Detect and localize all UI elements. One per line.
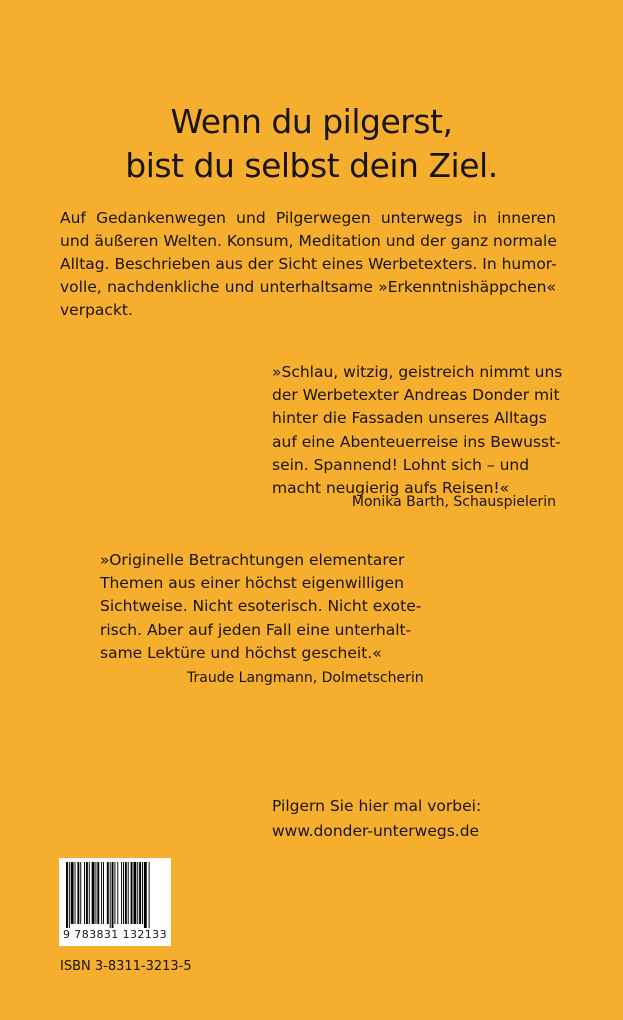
barcode-bar (77, 862, 79, 924)
intro-line: verpackt. (60, 301, 133, 319)
quote-line: Themen aus einer höchst eigenwilligen (100, 574, 404, 593)
quote-line: der Werbetexter Andreas Donder mit (272, 386, 560, 405)
barcode-bar (149, 862, 150, 928)
barcode-bar (75, 862, 76, 924)
quote-attribution: Traude Langmann, Dolmetscherin (187, 670, 424, 686)
quote-line: hinter die Fassaden unseres Alltags (272, 409, 547, 428)
intro-line: und äußeren Welten. Konsum, Meditation und der ganz normale (60, 232, 557, 250)
isbn-number: ISBN 3-8311-3213-5 (60, 959, 192, 974)
barcode-bar (89, 862, 90, 924)
headline-line-1: Wenn du pilgerst, (170, 102, 453, 141)
barcode-digits: 9 783831 132133 (63, 928, 167, 941)
barcode-bar (84, 862, 85, 924)
barcode-bar (66, 862, 68, 928)
headline-line-2: bist du selbst dein Ziel. (125, 146, 498, 185)
barcode-bar (139, 862, 141, 924)
barcode (59, 858, 171, 946)
barcode-bar (123, 862, 124, 924)
barcode-bar (142, 862, 143, 924)
website-link[interactable]: www.donder-unterwegs.de (272, 822, 480, 840)
barcode-bar (133, 862, 136, 924)
barcode-bar (121, 862, 122, 924)
website-promo (272, 794, 481, 844)
barcode-bar (125, 862, 127, 924)
barcode-bar (137, 862, 138, 924)
quote-line: »Schlau, witzig, geistreich nimmt uns (272, 363, 563, 381)
intro-line: volle, nachdenkliche und unterhaltsame »Erkenntnishäppchen« (60, 278, 556, 296)
barcode-bar (117, 862, 118, 924)
quote-traude-langmann (100, 549, 422, 665)
quote-monika-barth (272, 361, 563, 500)
barcode-bar (71, 862, 74, 924)
barcode-bar (112, 862, 114, 928)
barcode-bar (92, 862, 95, 924)
barcode-bar (107, 862, 109, 924)
headline (0, 100, 623, 188)
barcode-bar (97, 862, 99, 924)
quote-line: »Originelle Betrachtungen elementarer (100, 551, 405, 569)
quote-attribution: Monika Barth, Schauspielerin (351, 494, 556, 510)
barcode-bar (114, 862, 115, 924)
barcode-bar (80, 862, 81, 924)
quote-line: auf eine Abenteuerreise ins Bewusst- (272, 432, 561, 451)
promo-text: Pilgern Sie hier mal vorbei: (272, 797, 482, 815)
intro-paragraph (60, 207, 556, 322)
barcode-bar (131, 862, 133, 924)
intro-line: Alltag. Beschrieben aus der Sicht eines Werbetexters. In humor- (60, 255, 557, 273)
barcode-bar (95, 862, 96, 924)
barcode-bar (101, 862, 102, 924)
barcode-bar (103, 862, 104, 924)
quote-line: risch. Aber auf jeden Fall eine unterhalt- (100, 620, 412, 639)
barcode-bar (144, 862, 147, 928)
quote-line: sein. Spannend! Lohnt sich – und (272, 455, 530, 474)
quote-line: same Lektüre und höchst gescheit.« (100, 643, 382, 662)
barcode-bar (128, 862, 129, 924)
barcode-bar (86, 862, 88, 924)
barcode-bars (66, 862, 164, 928)
barcode-bar (69, 862, 70, 928)
quote-line: macht neugierig aufs Reisen!« (272, 479, 510, 498)
intro-line: Auf Gedankenwegen und Pilgerwegen unterwegs in inneren (60, 209, 556, 227)
quote-line: Sichtweise. Nicht esoterisch. Nicht exote- (100, 597, 422, 616)
barcode-bar (110, 862, 111, 928)
